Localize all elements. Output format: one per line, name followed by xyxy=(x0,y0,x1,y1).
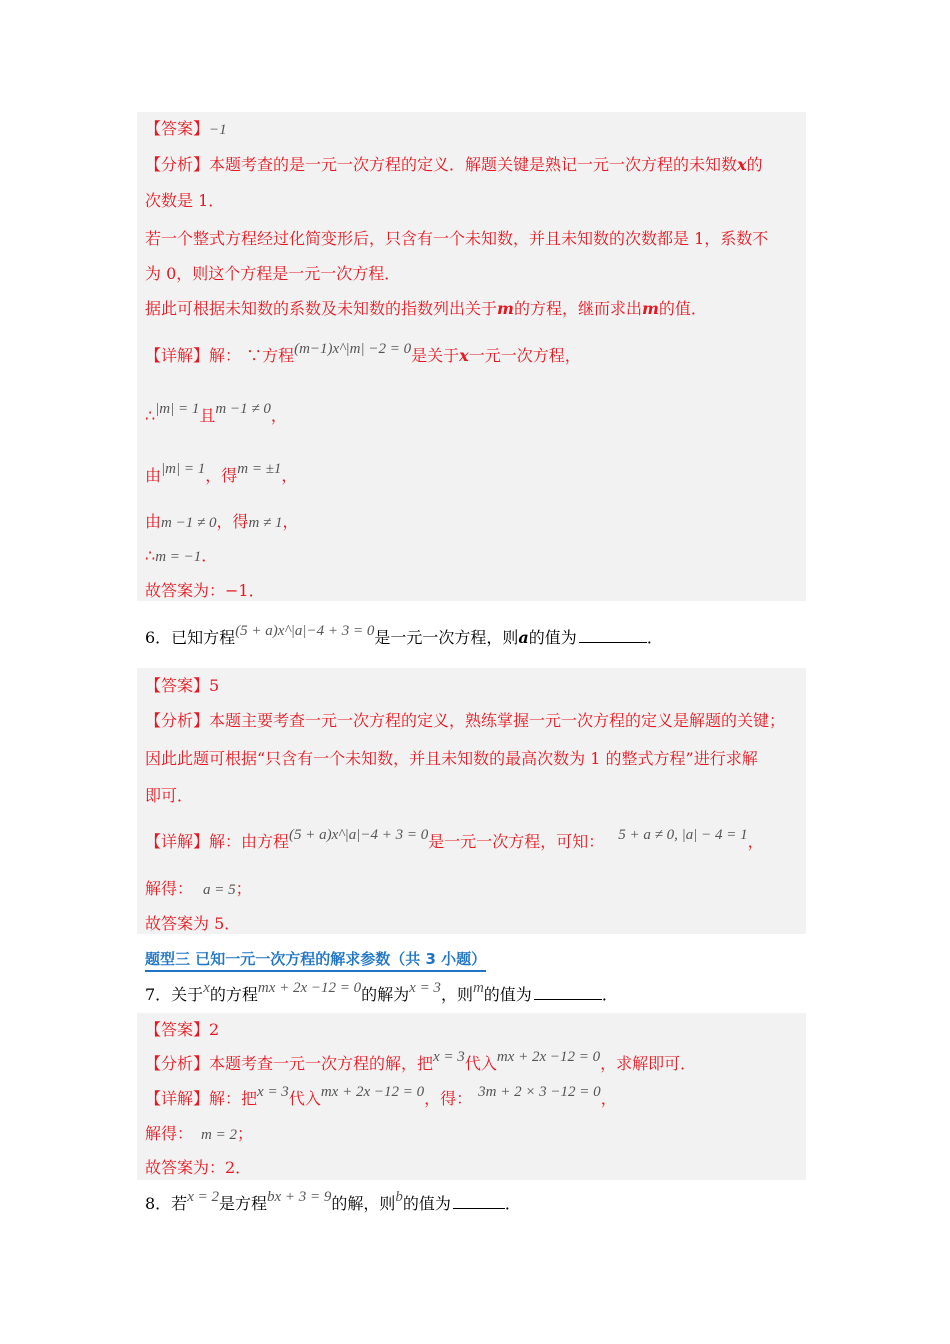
detail-line xyxy=(145,401,287,427)
answer-value: 2 xyxy=(209,1020,220,1039)
detail-tag: 【详解】 xyxy=(145,832,210,851)
detail-line xyxy=(145,1084,617,1110)
equation: (5 + a)x^|a|−4 + 3 = 0 xyxy=(289,827,429,843)
equation: m −1 ≠ 0 xyxy=(215,401,271,417)
analysis-text: 本题考查的是一元一次方程的定义．解题关键是熟记一元一次方程的未知数 xyxy=(209,155,738,174)
question-var: m xyxy=(472,980,484,996)
question-text: 的解，则 xyxy=(331,1194,396,1213)
detail-text: 一元一次方程， xyxy=(468,346,581,365)
therefore-symbol: ∴ xyxy=(145,546,156,565)
analysis-text: ，求解即可． xyxy=(600,1054,697,1073)
detail-text: 且 xyxy=(199,406,216,425)
detail-text: ， xyxy=(270,406,287,425)
question-text: ． xyxy=(646,628,663,647)
equation: m −1 ≠ 0 xyxy=(161,515,217,531)
equation: x = 3 xyxy=(433,1049,465,1065)
detail-text: 解：把 xyxy=(209,1089,258,1108)
equation: 5 + a ≠ 0, |a| − 4 = 1 xyxy=(618,827,748,843)
analysis-line xyxy=(145,299,707,319)
detail-text: 由 xyxy=(145,466,162,485)
analysis-text: 的值． xyxy=(658,299,707,318)
question-text: 的解为 xyxy=(361,985,410,1004)
equation: x = 2 xyxy=(187,1189,219,1205)
answer-blank[interactable] xyxy=(453,1194,505,1209)
question-text: 的方程 xyxy=(209,985,258,1004)
equation: x = 3 xyxy=(409,980,441,996)
equation: m ≠ 1 xyxy=(248,515,283,531)
answer-line xyxy=(145,119,227,140)
analysis-line: 为 0，则这个方程是一元一次方程． xyxy=(145,264,401,283)
detail-text: ； xyxy=(235,879,252,898)
question-var: b xyxy=(395,1189,403,1205)
detail-line xyxy=(145,341,581,367)
analysis-text: 本题主要考查一元一次方程的定义，熟练掌握一元一次方程的定义是解题的关键； xyxy=(209,711,786,730)
therefore-symbol: ∴ xyxy=(145,406,156,425)
detail-line xyxy=(145,1124,253,1145)
equation: m = ±1 xyxy=(237,461,282,477)
question-text: 的值为 xyxy=(528,628,577,647)
detail-text: ，得 xyxy=(205,466,238,485)
analysis-line: 次数是 1． xyxy=(145,191,225,210)
analysis-tag: 【分析】 xyxy=(145,1054,210,1073)
question-text: ，则 xyxy=(440,985,473,1004)
equation: (5 + a)x^|a|−4 + 3 = 0 xyxy=(235,623,375,639)
question-7 xyxy=(145,980,618,1006)
equation: mx + 2x −12 = 0 xyxy=(496,1049,601,1065)
final-answer-line: 故答案为：−1． xyxy=(145,581,265,600)
analysis-var: x xyxy=(737,155,747,174)
equation: a = 5 xyxy=(203,882,236,898)
analysis-tag: 【分析】 xyxy=(145,155,210,174)
answer-value: 5 xyxy=(209,676,220,695)
equation: m = −1 xyxy=(155,549,202,565)
equation: (m−1)x^|m| −2 = 0 xyxy=(294,341,412,357)
detail-line xyxy=(145,827,764,853)
detail-var: x xyxy=(459,346,469,365)
question-number: 7．关于 xyxy=(145,985,204,1004)
detail-text: ，得 xyxy=(216,512,249,531)
answer-tag: 【答案】 xyxy=(145,119,210,138)
equation: bx + 3 = 9 xyxy=(266,1189,332,1205)
question-text: ． xyxy=(601,985,618,1004)
detail-tag: 【详解】 xyxy=(145,346,210,365)
analysis-text: 本题考查一元一次方程的解，把 xyxy=(209,1054,434,1073)
question-var: a xyxy=(518,628,529,647)
analysis-text: 的方程，继而求出 xyxy=(513,299,642,318)
answer-tag: 【答案】 xyxy=(145,1020,210,1039)
detail-text: ，得： xyxy=(424,1089,473,1108)
detail-text: ， xyxy=(600,1089,617,1108)
detail-tag: 【详解】 xyxy=(145,1089,210,1108)
final-answer-line: 故答案为 5． xyxy=(145,914,241,933)
question-6 xyxy=(145,623,663,649)
analysis-var: m xyxy=(497,299,514,318)
detail-text: 是关于 xyxy=(411,346,460,365)
answer-value: −1 xyxy=(209,122,227,138)
analysis-text: 据此可根据未知数的系数及未知数的指数列出关于 xyxy=(145,299,498,318)
detail-text: 解得： xyxy=(145,879,194,898)
analysis-line: 若一个整式方程经过化简变形后，只含有一个未知数，并且未知数的次数都是 1，系数不 xyxy=(145,229,769,248)
detail-text: ， xyxy=(747,832,764,851)
answer-line xyxy=(145,676,219,696)
detail-text: 解： ∵方程 xyxy=(209,346,295,365)
analysis-text: 的 xyxy=(746,155,763,174)
question-number: 8．若 xyxy=(145,1194,188,1213)
detail-text: ， xyxy=(281,466,298,485)
analysis-line xyxy=(145,711,785,731)
question-text: 是方程 xyxy=(218,1194,267,1213)
question-text: ． xyxy=(504,1194,521,1213)
question-text: 的值为 xyxy=(402,1194,451,1213)
answer-line xyxy=(145,1020,219,1040)
analysis-line xyxy=(145,1049,697,1075)
analysis-text: 代入 xyxy=(464,1054,497,1073)
answer-blank[interactable] xyxy=(534,985,602,1000)
detail-line xyxy=(145,879,252,900)
section-header: 题型三 已知一元一次方程的解求参数（共 3 小题） xyxy=(145,948,486,972)
analysis-tag: 【分析】 xyxy=(145,711,210,730)
detail-text: ， xyxy=(282,512,299,531)
question-text: 是一元一次方程，则 xyxy=(374,628,519,647)
analysis-line: 即可． xyxy=(145,786,194,805)
answer-tag: 【答案】 xyxy=(145,676,210,695)
answer-blank[interactable] xyxy=(579,628,647,643)
detail-text: 解得： xyxy=(145,1124,194,1143)
detail-line xyxy=(145,512,299,533)
question-8 xyxy=(145,1189,521,1215)
detail-line xyxy=(145,546,217,567)
final-answer-line: 故答案为：2． xyxy=(145,1158,252,1177)
question-var: x xyxy=(203,980,210,996)
equation: |m| = 1 xyxy=(161,461,206,477)
equation: mx + 2x −12 = 0 xyxy=(320,1084,425,1100)
detail-text: 解：由方程 xyxy=(209,832,290,851)
detail-line xyxy=(145,461,298,487)
question-number: 6．已知方程 xyxy=(145,628,236,647)
equation: x = 3 xyxy=(257,1084,289,1100)
analysis-line: 因此此题可根据“只含有一个未知数，并且未知数的最高次数为 1 的整式方程”进行求解 xyxy=(145,749,758,768)
equation: |m| = 1 xyxy=(155,401,200,417)
detail-text: 由 xyxy=(145,512,162,531)
question-text: 的值为 xyxy=(483,985,532,1004)
detail-text: ； xyxy=(236,1124,253,1143)
analysis-var: m xyxy=(641,299,659,318)
equation: m = 2 xyxy=(201,1127,237,1143)
analysis-line xyxy=(145,155,763,175)
detail-text: 代入 xyxy=(288,1089,321,1108)
equation: mx + 2x −12 = 0 xyxy=(257,980,362,996)
equation: 3m + 2 × 3 −12 = 0 xyxy=(478,1084,601,1100)
detail-text: ． xyxy=(201,546,218,565)
detail-text: 是一元一次方程，可知： xyxy=(428,832,605,851)
